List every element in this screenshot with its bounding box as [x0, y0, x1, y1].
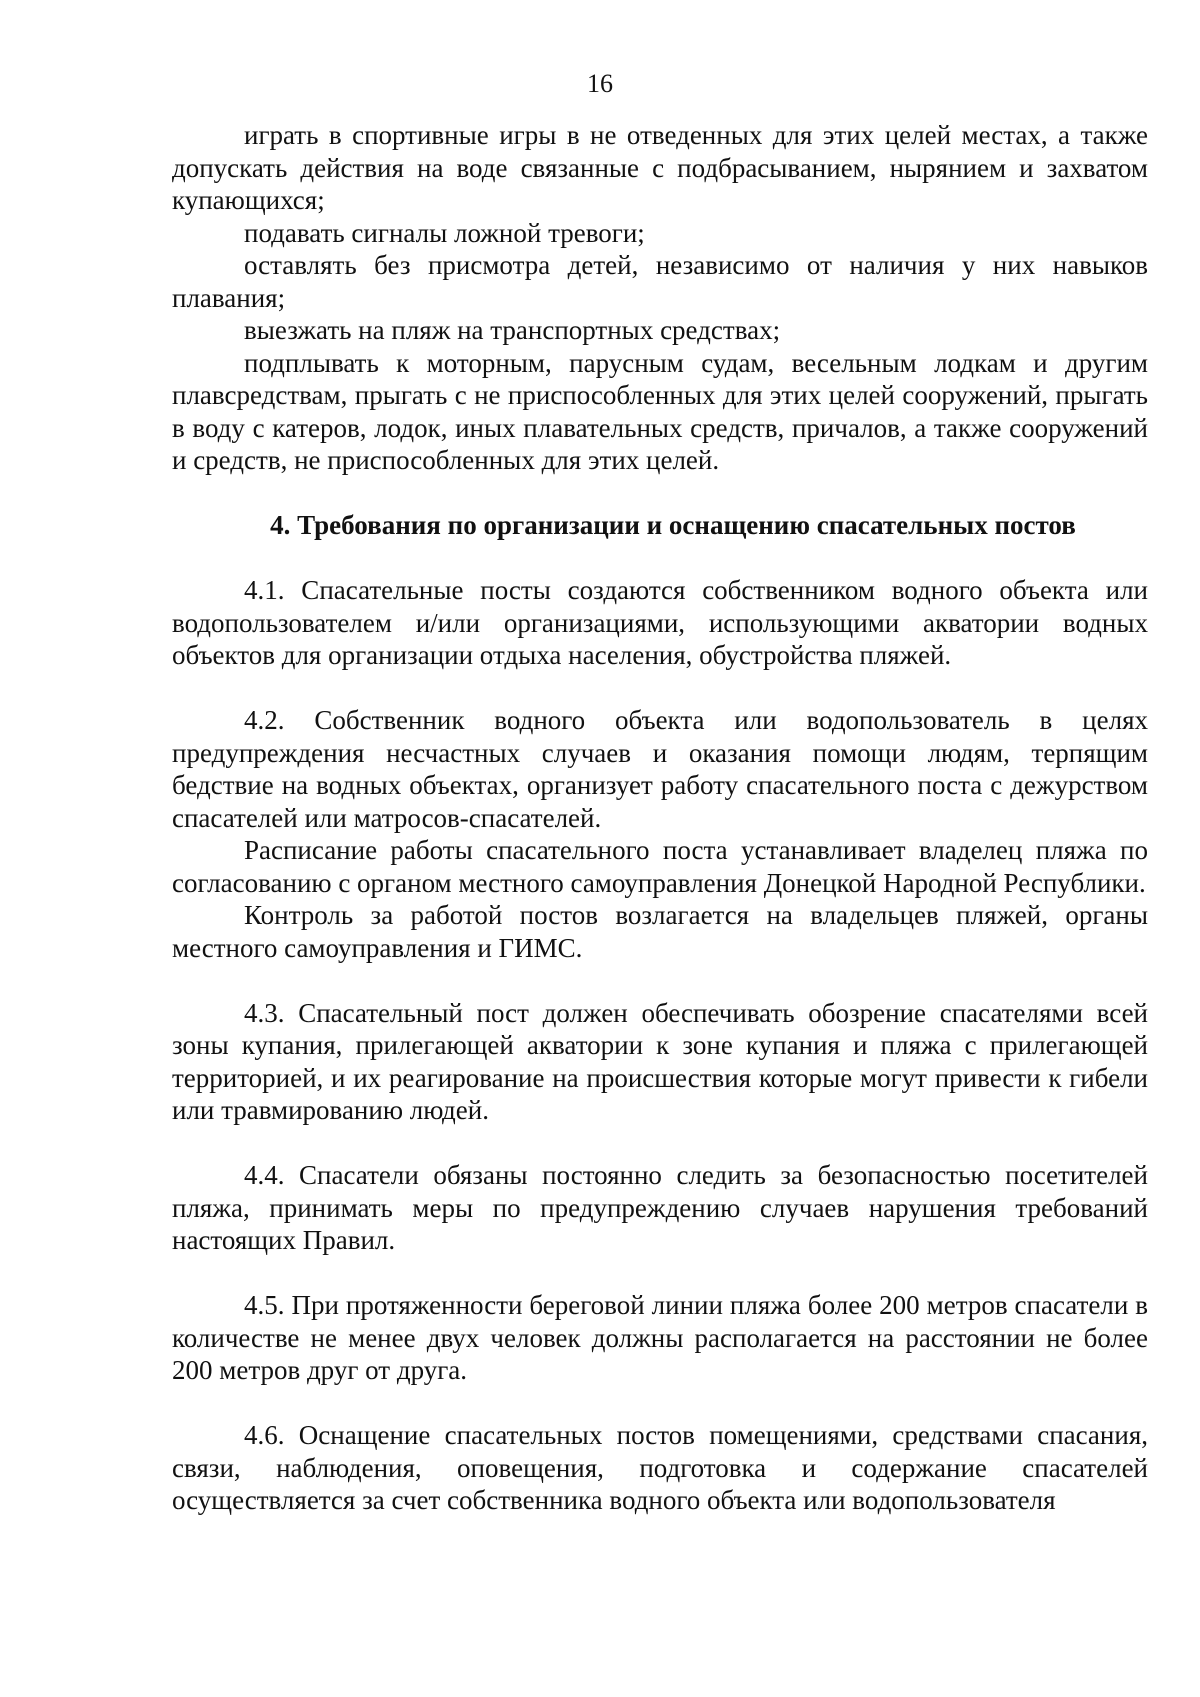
- section-heading: 4. Требования по организации и оснащению спасательных постов: [270, 510, 1076, 540]
- clause-4-2: 4.2. Собственник водного объекта или водопользователь в целях предупреждения несчастных случаев и оказания помощи людям, терпящим бедствие на водных объектах, организует работу спасательного поста с дежурством спасателей или матросов-спасателей.: [172, 705, 1148, 833]
- spacer: [172, 542, 1148, 575]
- list-item: выезжать на пляж на транспортных средствах;: [244, 315, 781, 345]
- spacer: [172, 477, 1148, 510]
- clause-4-4: 4.4. Спасатели обязаны постоянно следить за безопасностью посетителей пляжа, принимать меры по предупреждению случаев нарушения требований настоящих Правил.: [172, 1160, 1148, 1255]
- clause-4-2-schedule: Расписание работы спасательного поста устанавливает владелец пляжа по согласованию с органом местного самоуправления Донецкой Народной Республики.: [172, 835, 1148, 898]
- list-item: играть в спортивные игры в не отведенных для этих целей местах, а также допускать действия на воде связанные с подбрасыванием, нырянием и захватом купающихся;: [172, 120, 1148, 215]
- spacer: [172, 672, 1148, 705]
- list-item: подавать сигналы ложной тревоги;: [244, 217, 645, 248]
- spacer: [172, 964, 1148, 997]
- clause-4-3: 4.3. Спасательный пост должен обеспечивать обозрение спасателями всей зоны купания, прилегающей акватории к зоне купания и пляжа с прилегающей территорией, и их реагирование на происшествия которые могут привести к гибели или травмированию людей.: [172, 997, 1148, 1125]
- spacer: [172, 1127, 1148, 1160]
- document-body: [172, 119, 1148, 1517]
- spacer: [172, 1387, 1148, 1420]
- list-item: подплывать к моторным, парусным судам, весельным лодкам и другим плавсредствам, прыгать с не приспособленных для этих целей сооружений, прыгать в воду с катеров, лодок, иных плавательных средств, причалов, а также сооружений и средств, не приспособленных для этих целей.: [172, 347, 1148, 475]
- page-number: 16: [587, 69, 613, 98]
- clause-4-5: 4.5. При протяженности береговой линии пляжа более 200 метров спасатели в количестве не менее двух человек должны располагается на расстоянии не более 200 метров друг от друга.: [172, 1290, 1148, 1385]
- clause-4-2-control: Контроль за работой постов возлагается на владельцев пляжей, органы местного самоуправления и ГИМС.: [172, 900, 1148, 963]
- spacer: [172, 1257, 1148, 1290]
- clause-4-1: 4.1. Спасательные посты создаются собственником водного объекта или водопользователем и/или организациями, использующими акватории водных объектов для организации отдыха населения, обустройства пляжей.: [172, 575, 1148, 670]
- list-item: оставлять без присмотра детей, независимо от наличия у них навыков плавания;: [172, 250, 1148, 313]
- clause-4-6: 4.6. Оснащение спасательных постов помещениями, средствами спасания, связи, наблюдения, оповещения, подготовка и содержание спасателей осуществляется за счет собственника водного объекта или водопользователя: [172, 1420, 1148, 1515]
